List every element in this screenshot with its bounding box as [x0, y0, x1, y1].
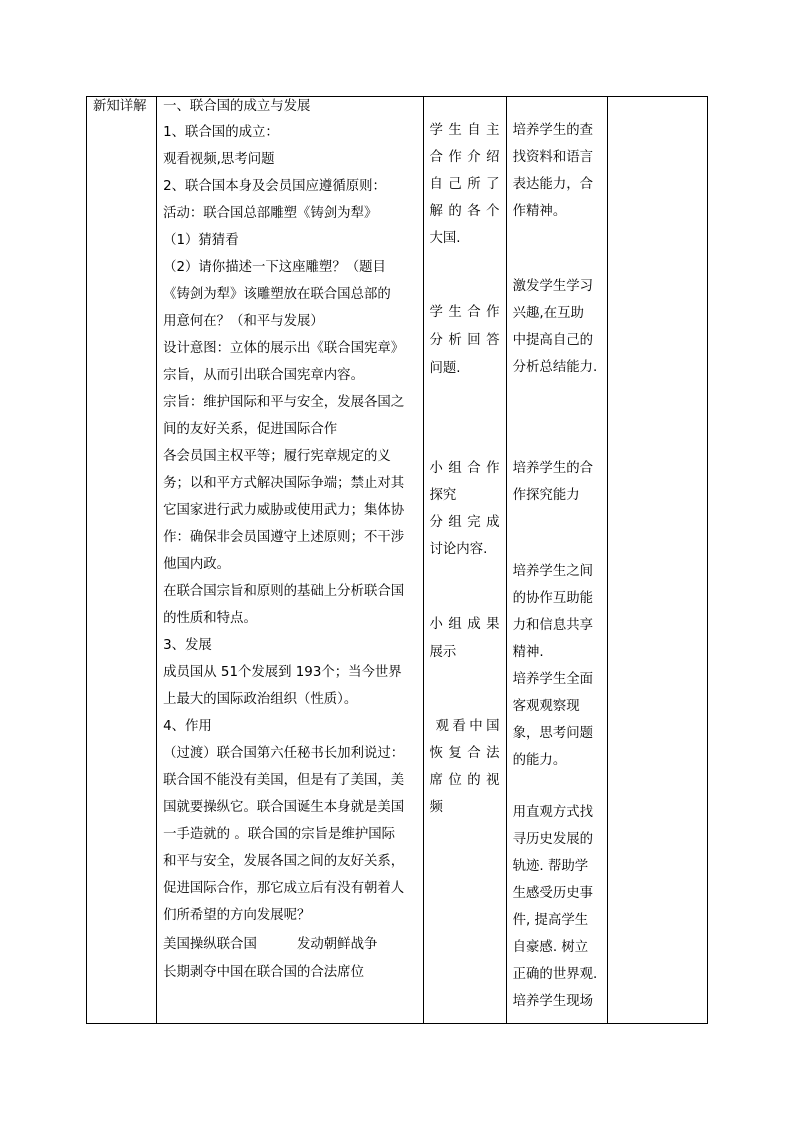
intent-line: 客观观察现: [512, 699, 580, 714]
intent-line: 件, 提高学生: [512, 913, 589, 928]
student-activity-cell: [423, 97, 506, 1024]
student-line: 问题.: [429, 361, 461, 376]
content-cell: [157, 97, 423, 1024]
student-line: 合作介绍: [429, 150, 500, 165]
content-line: 一手造就的 。联合国的宗旨是维护国际: [163, 827, 396, 842]
intent-line: 作精神。: [512, 204, 567, 219]
design-intent-cell: [506, 97, 607, 1024]
student-line: 观看中国: [435, 719, 500, 734]
student-line: 探究: [429, 488, 457, 503]
content-line: 在联合国宗旨和原则的基础上分析联合国: [163, 584, 405, 599]
intent-line: 兴趣,在互助: [512, 306, 584, 321]
content-line: 联合国不能没有美国，但是有了美国，美: [163, 773, 405, 788]
intent-line: 激发学生学习: [512, 279, 593, 294]
content-line: 宗旨：维护国际和平与安全，发展各国之: [163, 395, 405, 410]
notes-cell: [607, 97, 707, 1024]
content-line: 的性质和特点。: [163, 611, 257, 626]
intent-line: 轨迹. 帮助学: [512, 859, 589, 874]
intent-line: 作探究能力: [512, 488, 580, 503]
content-line: 美国操纵联合国 发动朝鲜战争: [163, 937, 378, 952]
content-line: 观看视频,思考问题: [163, 152, 275, 167]
content-line: 促进国际合作，那它成立后有没有朝着人: [163, 881, 405, 896]
content-line: 成员国从 51个发展到 193个；当今世界: [163, 665, 402, 680]
student-line: 分析回答: [429, 333, 500, 348]
student-line: 小组合作: [429, 461, 500, 476]
student-line: 学生合作: [429, 305, 500, 320]
table-row: [87, 97, 708, 1024]
intent-line: 象，思考问题: [512, 726, 593, 741]
intent-line: 表达能力，合: [512, 177, 593, 192]
intent-line: 培养学生的合: [512, 461, 593, 476]
intent-line: 生感受历史事: [512, 886, 593, 901]
content-line: 间的友好关系，促进国际合作: [163, 422, 338, 437]
content-line: 和平与安全，发展各国之间的友好关系，: [163, 854, 405, 869]
student-line: 频: [429, 800, 443, 815]
content-line: 务；以和平方式解决国际争端；禁止对其: [163, 476, 405, 491]
content-line: 他国内政。: [163, 557, 231, 572]
intent-line: 精神.: [512, 645, 544, 660]
intent-line: 找资料和语言: [512, 150, 593, 165]
content-line: 它国家进行武力威胁或使用武力；集体协: [163, 503, 405, 518]
student-line: 讨论内容.: [429, 542, 488, 557]
content-line: （过渡）联合国第六任秘书长加利说过：: [163, 746, 405, 761]
content-line: 2、联合国本身及会员国应遵循原则：: [163, 179, 386, 194]
content-line: 宗旨，从而引出联合国宪章内容。: [163, 368, 364, 383]
intent-line: 力和信息共享: [512, 618, 593, 633]
content-line: 们所希望的方向发展呢？: [163, 908, 311, 923]
content-line: 1、联合国的成立：: [163, 125, 279, 140]
stage-cell: [87, 97, 157, 1024]
content-line: 一、联合国的成立与发展: [163, 99, 311, 114]
student-line: 恢复合法: [429, 746, 500, 761]
content-line: 国就要操纵它。联合国诞生本身就是美国: [163, 800, 405, 815]
intent-line: 培养学生的查: [512, 123, 593, 138]
content-line: 作：确保非会员国遵守上述原则；不干涉: [163, 530, 405, 545]
content-line: 各会员国主权平等；履行宪章规定的义: [163, 449, 391, 464]
intent-line: 自豪感. 树立: [512, 940, 589, 955]
lesson-plan-table: [86, 96, 708, 1024]
intent-line: 培养学生现场: [512, 994, 593, 1009]
student-line: 分组完成: [429, 515, 500, 530]
intent-line: 用直观方式找: [512, 805, 593, 820]
content-line: 《铸剑为犁》该雕塑放在联合国总部的: [163, 287, 391, 302]
intent-line: 培养学生之间: [512, 564, 593, 579]
student-line: 自己所了: [429, 177, 500, 192]
intent-line: 分析总结能力.: [512, 360, 598, 375]
student-line: 大国.: [429, 231, 461, 246]
stage-label: 新知详解: [93, 99, 147, 114]
intent-line: 培养学生全面: [512, 672, 593, 687]
content-line: 用意何在？（和平与发展）: [163, 314, 324, 329]
content-line: （2）请你描述一下这座雕塑？（题目: [163, 260, 386, 275]
intent-line: 正确的世界观.: [512, 967, 598, 982]
content-line: 设计意图：立体的展示出《联合国宪章》: [163, 341, 405, 356]
student-line: 解的各个: [429, 204, 500, 219]
student-line: 学生自主: [429, 123, 500, 138]
intent-line: 中提高自己的: [512, 333, 593, 348]
intent-line: 寻历史发展的: [512, 832, 593, 847]
student-line: 席位的视: [429, 773, 500, 788]
content-line: （1）猜猜看: [163, 233, 239, 248]
intent-line: 的能力。: [512, 753, 567, 768]
content-line: 上最大的国际政治组织（性质）。: [163, 692, 358, 707]
student-line: 展示: [429, 645, 457, 660]
content-line: 长期剥夺中国在联合国的合法席位: [163, 965, 364, 980]
student-line: 小组成果: [429, 617, 500, 632]
content-line: 4、作用: [163, 719, 212, 734]
content-line: 3、发展: [163, 638, 212, 653]
intent-line: 的协作互助能: [512, 591, 593, 606]
content-line: 活动：联合国总部雕塑《铸剑为犁》: [163, 206, 378, 221]
